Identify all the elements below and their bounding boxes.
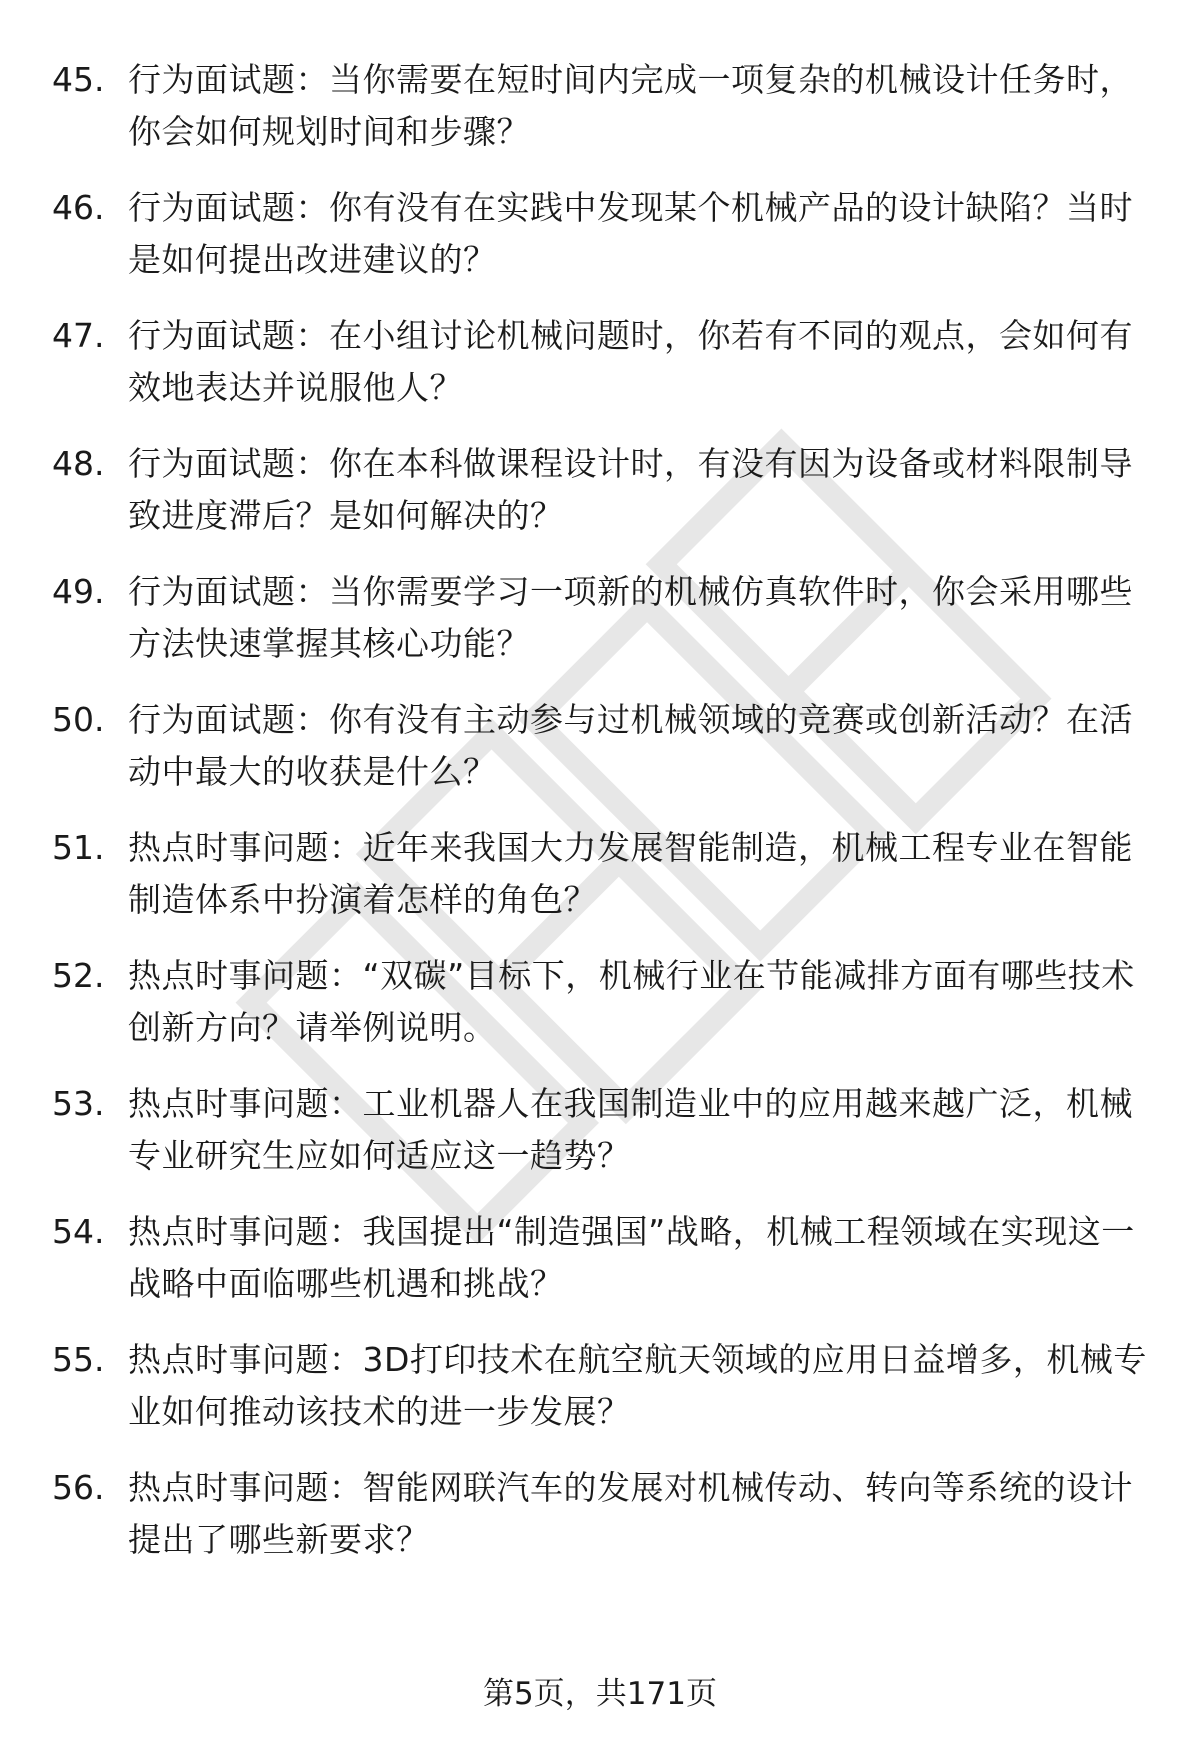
question-text: 行为面试题：当你需要在短时间内完成一项复杂的机械设计任务时，你会如何规划时间和步骤？: [128, 60, 1133, 151]
question-text: 行为面试题：你有没有在实践中发现某个机械产品的设计缺陷？当时是如何提出改进建议的？: [128, 188, 1133, 279]
question-number: 45.: [52, 60, 105, 99]
question-number: 52.: [52, 956, 105, 995]
question-item: [0, 1078, 1200, 1206]
question-text: 热点时事问题：智能网联汽车的发展对机械传动、转向等系统的设计提出了哪些新要求？: [128, 1468, 1133, 1559]
question-number: 50.: [52, 700, 105, 739]
question-number: 55.: [52, 1340, 105, 1379]
question-text: 热点时事问题：工业机器人在我国制造业中的应用越来越广泛，机械专业研究生应如何适应这一趋势？: [128, 1084, 1133, 1175]
question-text: 热点时事问题：“双碳”目标下，机械行业在节能减排方面有哪些技术创新方向？请举例说明。: [128, 956, 1135, 1047]
question-number: 47.: [52, 316, 105, 355]
page-footer: 第5页，共171页: [483, 1676, 717, 1712]
question-number: 56.: [52, 1468, 105, 1507]
question-number: 53.: [52, 1084, 105, 1123]
question-item: [0, 182, 1200, 310]
question-text: 行为面试题：当你需要学习一项新的机械仿真软件时，你会采用哪些方法快速掌握其核心功能？: [128, 572, 1133, 663]
question-text: 行为面试题：你有没有主动参与过机械领域的竞赛或创新活动？在活动中最大的收获是什么？: [128, 700, 1133, 791]
question-number: 54.: [52, 1212, 105, 1251]
question-item: [0, 822, 1200, 950]
question-item: [0, 438, 1200, 566]
question-text: 热点时事问题：近年来我国大力发展智能制造，机械工程专业在智能制造体系中扮演着怎样的角色？: [128, 828, 1133, 919]
question-text: 热点时事问题：我国提出“制造强国”战略，机械工程领域在实现这一战略中面临哪些机遇和挑战？: [128, 1212, 1135, 1303]
question-number: 51.: [52, 828, 105, 867]
question-item: [0, 54, 1200, 182]
question-item: [0, 1206, 1200, 1334]
question-item: [0, 1462, 1200, 1590]
question-number: 46.: [52, 188, 105, 227]
question-item: [0, 310, 1200, 438]
question-list: [0, 54, 1200, 1590]
question-number: 48.: [52, 444, 105, 483]
question-text: 行为面试题：在小组讨论机械问题时，你若有不同的观点，会如何有效地表达并说服他人？: [128, 316, 1133, 407]
question-number: 49.: [52, 572, 105, 611]
question-item: [0, 950, 1200, 1078]
question-item: [0, 694, 1200, 822]
question-text: 热点时事问题：3D打印技术在航空航天领域的应用日益增多，机械专业如何推动该技术的进一步发展？: [128, 1340, 1147, 1431]
question-item: [0, 1334, 1200, 1462]
question-text: 行为面试题：你在本科做课程设计时，有没有因为设备或材料限制导致进度滞后？是如何解决的？: [128, 444, 1133, 535]
question-item: [0, 566, 1200, 694]
